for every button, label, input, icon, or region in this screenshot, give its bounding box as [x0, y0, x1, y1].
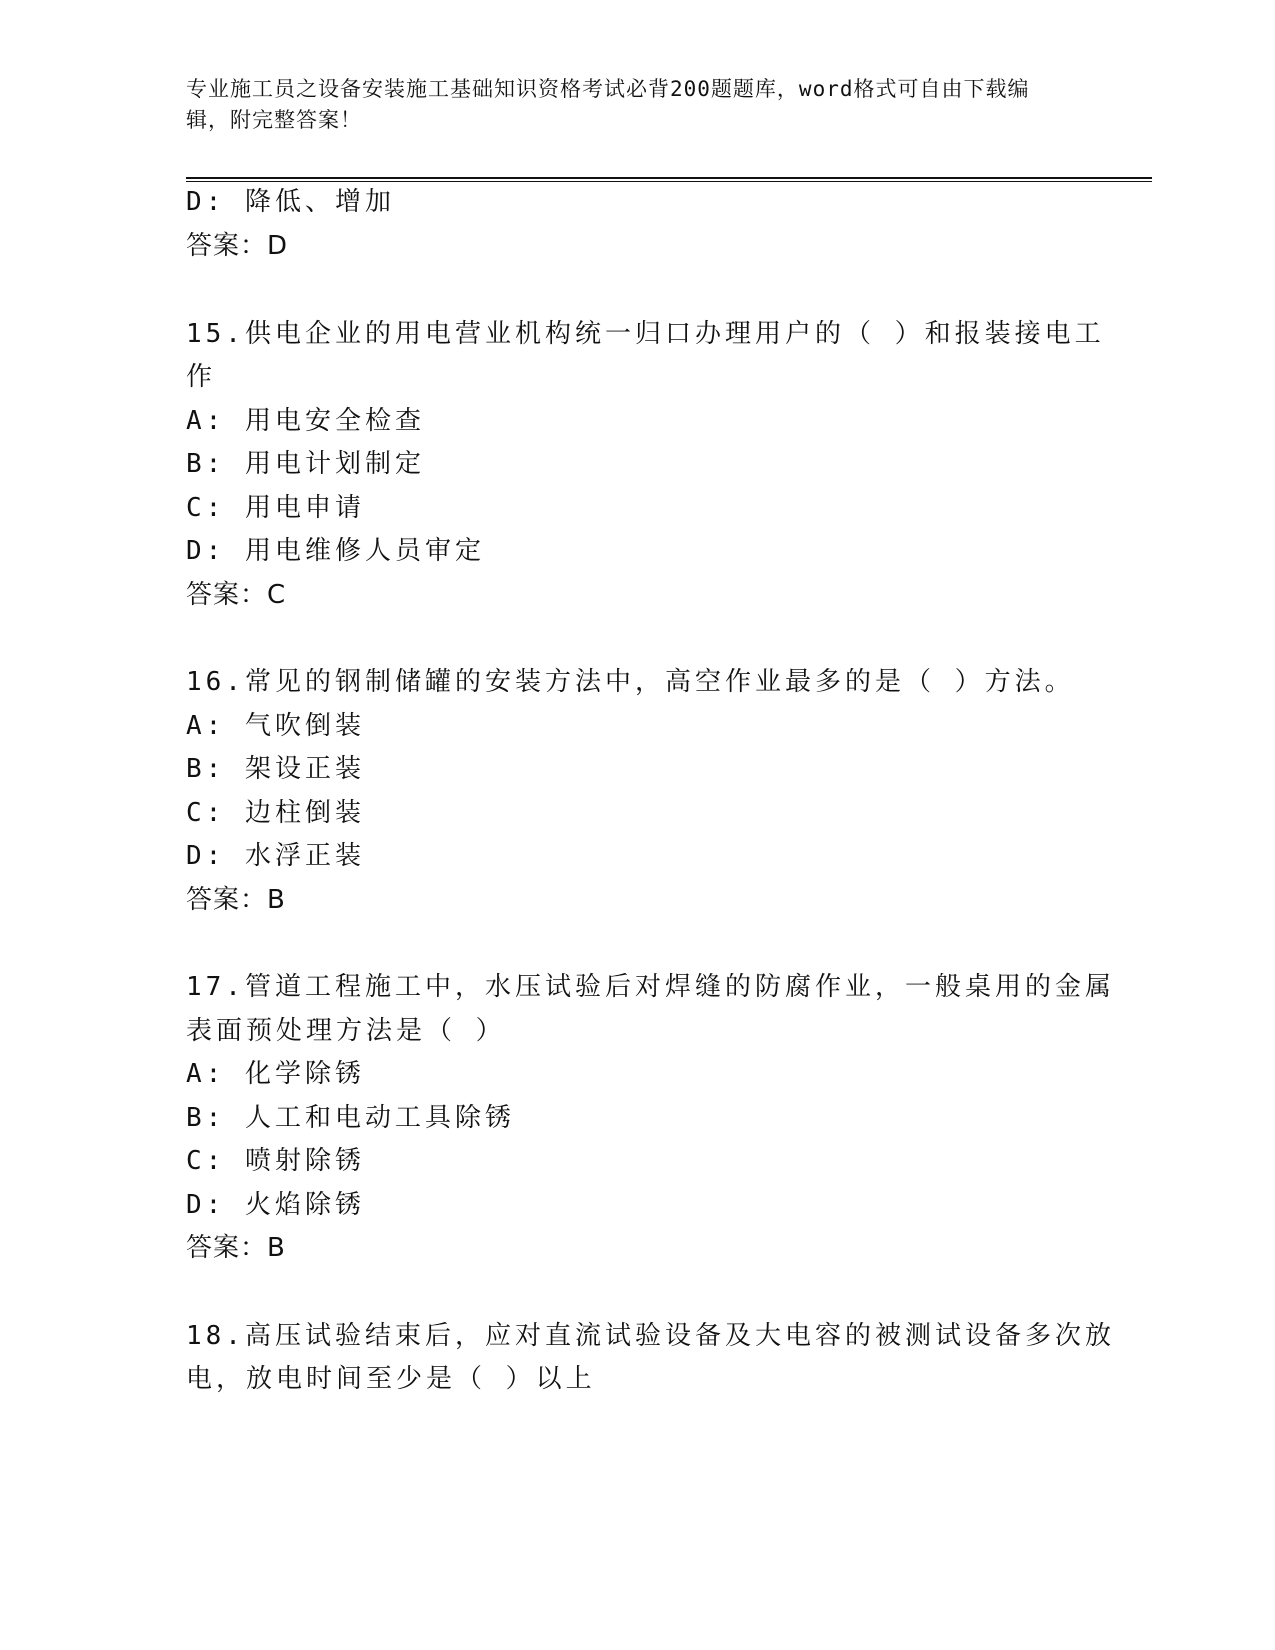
answer: 答案：C: [186, 580, 287, 610]
option-d: D: 降低、增加: [186, 187, 395, 217]
header-divider-thin: [186, 181, 1152, 182]
option-a: A: 气吹倒装: [186, 711, 365, 741]
option-c: C: 喷射除锈: [186, 1146, 365, 1176]
option-a: A: 化学除锈: [186, 1059, 365, 1089]
question-stem: 18.高压试验结束后，应对直流试验设备及大电容的被测试设备多次放: [186, 1321, 1115, 1351]
answer: 答案：B: [186, 885, 286, 915]
page-header: 专业施工员之设备安装施工基础知识资格考试必背200题题库，word格式可自由下载编辑，附完整答案！: [186, 77, 1030, 132]
option-d: D: 用电维修人员审定: [186, 536, 485, 566]
question-stem-cont: 作: [186, 362, 217, 392]
option-b: B: 用电计划制定: [186, 449, 425, 479]
option-b: B: 架设正装: [186, 754, 365, 784]
header-divider: [186, 177, 1152, 179]
option-d: D: 水浮正装: [186, 841, 365, 871]
question-stem-cont: 电，放电时间至少是（ ）以上: [186, 1364, 596, 1394]
answer: 答案：D: [186, 231, 289, 261]
question-stem: 16.常见的钢制储罐的安装方法中，高空作业最多的是（ ）方法。: [186, 667, 1075, 697]
option-a: A: 用电安全检查: [186, 406, 425, 436]
question-stem: 15.供电企业的用电营业机构统一归口办理用户的（ ）和报装接电工: [186, 319, 1105, 349]
question-stem-cont: 表面预处理方法是（ ）: [186, 1016, 506, 1046]
option-c: C: 用电申请: [186, 493, 365, 523]
question-stem: 17.管道工程施工中，水压试验后对焊缝的防腐作业，一般桌用的金属: [186, 972, 1115, 1002]
answer: 答案：B: [186, 1233, 286, 1263]
option-c: C: 边柱倒装: [186, 798, 365, 828]
option-d: D: 火焰除锈: [186, 1190, 365, 1220]
option-b: B: 人工和电动工具除锈: [186, 1103, 515, 1133]
